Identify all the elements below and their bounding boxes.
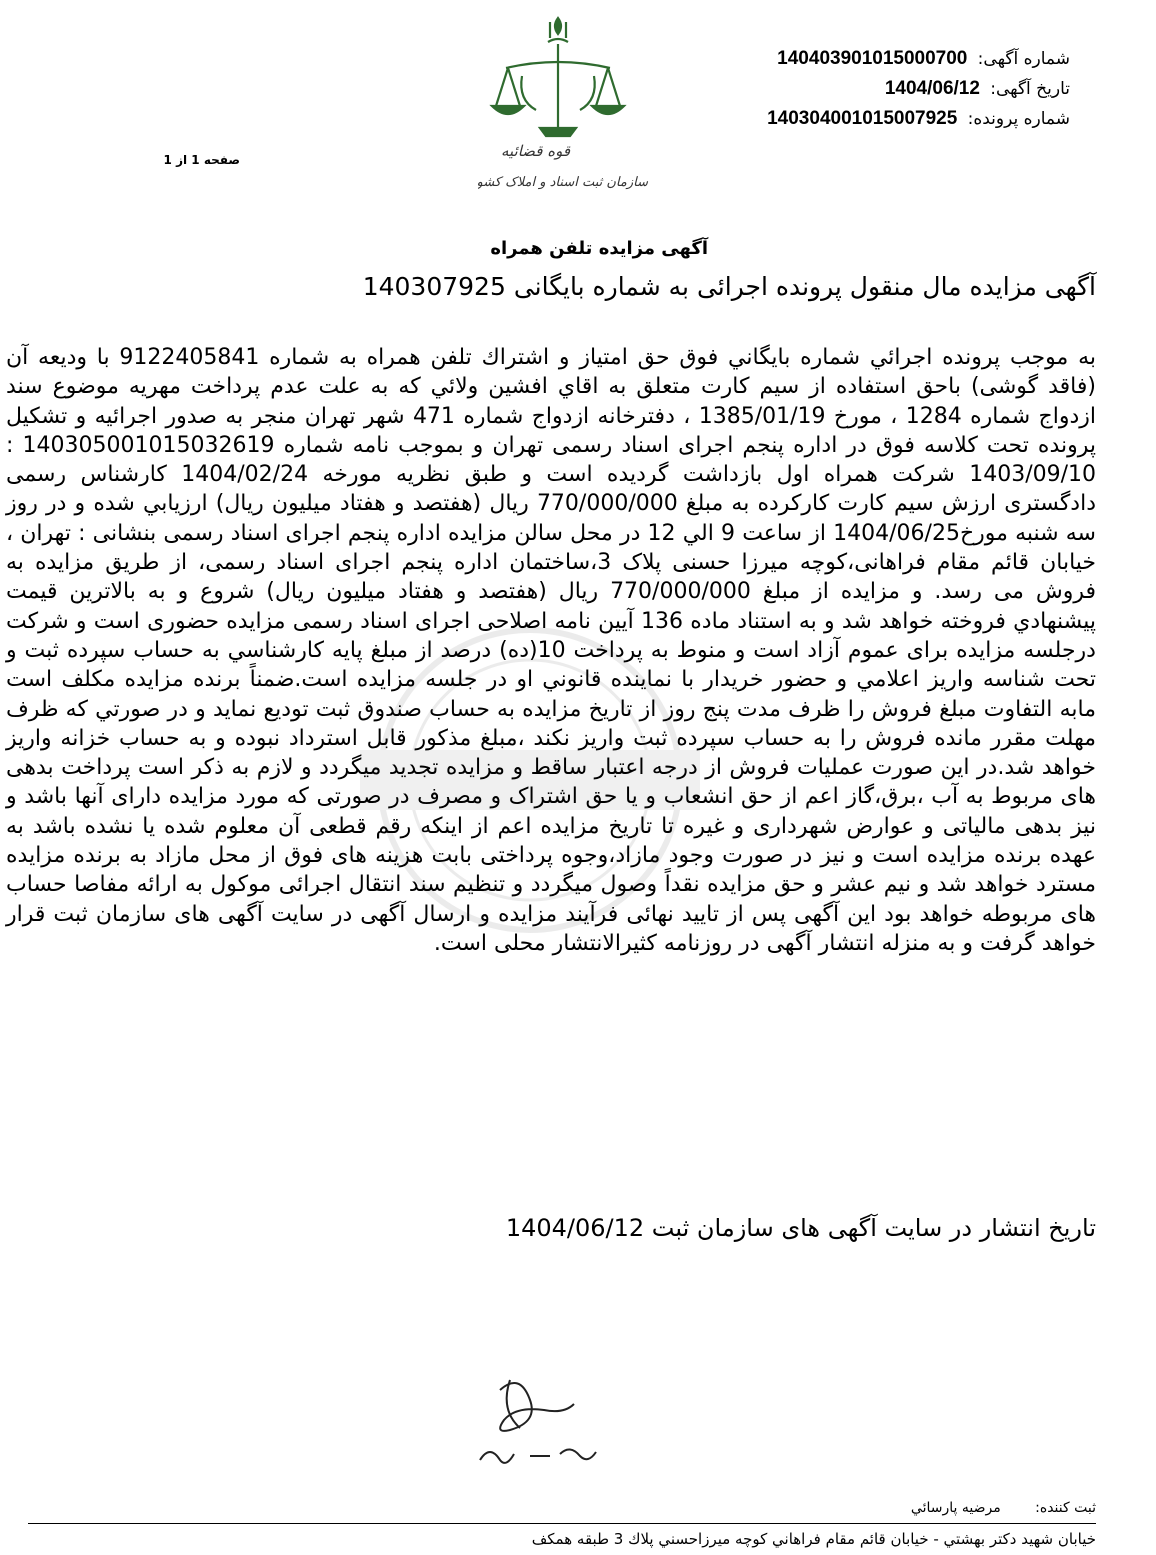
file-number-row [650,104,1070,134]
registrar-line [911,1500,1096,1516]
emblem-caption-line1: قوه قضائیه [500,142,570,160]
notice-body: به موجب پرونده اجرائي شماره بايگاني فوق حق امتياز و اشتراك تلفن همراه به شماره 9122405841 با وديعه آن (فاقد گوشی) باحق استفاده از سیم کارت متعلق به اقاي افشين ولائي كه به علت عدم پرداخت مهريه موضوع سند ازدواج شماره 1284 ، مورخ 1385/01/19 ، دفترخانه ازدواج شماره 471 شهر تهران منجر به صدور اجرائيه و تشكيل پرونده تحت كلاسه فوق در اداره پنجم اجرای اسناد رسمی تهران و بموجب نامه شماره 140305001015032619 : 1403/09/10 شرکت همراه اول بازداشت گرديده است و طبق نظريه مورخه 1404/02/24 كارشناس رسمی دادگستری ارزش سیم کارت کارکرده به مبلغ 770/000/000 ريال (هفتصد و هفتاد ميليون ريال) ارزيابي شده و در روز سه شنبه مورخ1404/06/25 از ساعت 9 الي 12 در محل سالن مزايده اداره پنجم اجرای اسناد رسمی بنشانی : تهران ، خیابان قائم مقام فراهانی،کوچه میرزا حسنی پلاک 3،ساختمان اداره پنجم اجرای اسناد رسمی، از طريق مزايده به فروش می رسد. و مزايده از مبلغ 770/000/000 ريال (هفتصد و هفتاد ميليون ريال) شروع و به بالاترين قيمت پيشنهادي فروخته خواهد شد و به استناد ماده 136 آيين نامه اصلاحی اجرای اسناد رسمی مزایده حضوری است و شرکت درجلسه مزایده برای عموم آزاد است و منوط به پرداخت 10(ده) درصد از مبلغ پایه کارشناسي به حساب سپرده ثبت و تحت شناسه واریز اعلامي و حضور خريدار با نماينده قانوني او در جلسه مزايده است.ضمناً برنده مزايده مكلف است مابه التفاوت مبلغ فروش را ظرف مدت پنج روز از تاريخ مزايده به حساب صندوق ثبت توديع نمايد و در صورتي كه ظرف مهلت مقرر مانده فروش را به حساب سپرده ثبت واريز نكند ،مبلغ مذكور قابل استرداد نبوده و به حساب خزانه واريز خواهد شد.در اين صورت عمليات فروش از درجه اعتبار ساقط و مزايده تجديد ميگردد و لازم به ذكر است پرداخت بدهی های مربوط به آب ،برق،گاز اعم از حق انشعاب و يا حق اشتراک و مصرف در صورتی كه مورد مزايده دارای آنها باشد و نيز بدهی مالياتی و عوارض شهرداری و غيره تا تاريخ مزايده اعم از اينكه رقم قطعی آن معلوم شده يا نشده باشد به عهده برنده مزايده است و نيز در صورت وجود مازاد،وجوه پرداختی بابت هزينه های فوق از محل مازاد به برنده مزايده مسترد خواهد شد و نيم عشر و حق مزايده نقداً وصول ميگردد و تنظيم سند انتقال اجرائی موكول به ارائه مفاصا حساب های مربوطه خواهد بود اين آگهی پس از تاييد نهائی فرآيند مزايده و ارسال آگهی در سايت آگهی های سازمان ثبت قرار خواهد گرفت و به منزله انتشار آگهی در روزنامه كثيرالانتشار محلی است. [6,345,1097,956]
notice-number-label: شماره آگهی: [977,49,1070,69]
registrar-name: مرضیه پارسائي [910,1500,1001,1516]
page-count: صفحه 1 از 1 [163,153,240,167]
notice-date-label: تاریخ آگهی: [990,79,1070,99]
office-address: خيابان شهيد دكتر بهشتي - خيابان قائم مقام فراهاني كوچه ميرزاحسني پلاك 3 طبقه همكف [531,1530,1096,1548]
file-number-label: شماره پرونده: [967,109,1070,129]
judiciary-emblem [478,10,653,195]
publication-date-line: تاریخ انتشار در سایت آگهی های سازمان ثبت 1404/06/12 [505,1214,1096,1242]
registrar-label: ثبت کننده: [1035,1500,1096,1516]
notice-number: 140403901015000700 [777,48,968,69]
footer-divider [28,1523,1096,1524]
notice-date-row [650,74,1070,104]
signature [440,1370,630,1470]
notice-subtitle: آگهی مزایده مال منقول پرونده اجرائی به شماره بایگانی 140307925 [362,272,1096,301]
notice-date: 1404/06/12 [884,78,980,99]
file-number: 140304001015007925 [767,108,958,129]
emblem-caption-line2: سازمان ثبت اسناد و املاک کشور [478,175,648,190]
notice-title: آگهی مزایده تلفن همراه [490,238,708,259]
scales-emblem-icon [478,10,653,195]
notice-number-row [650,44,1070,74]
handwritten-signature-icon [440,1370,630,1470]
notice-meta [650,44,1070,134]
